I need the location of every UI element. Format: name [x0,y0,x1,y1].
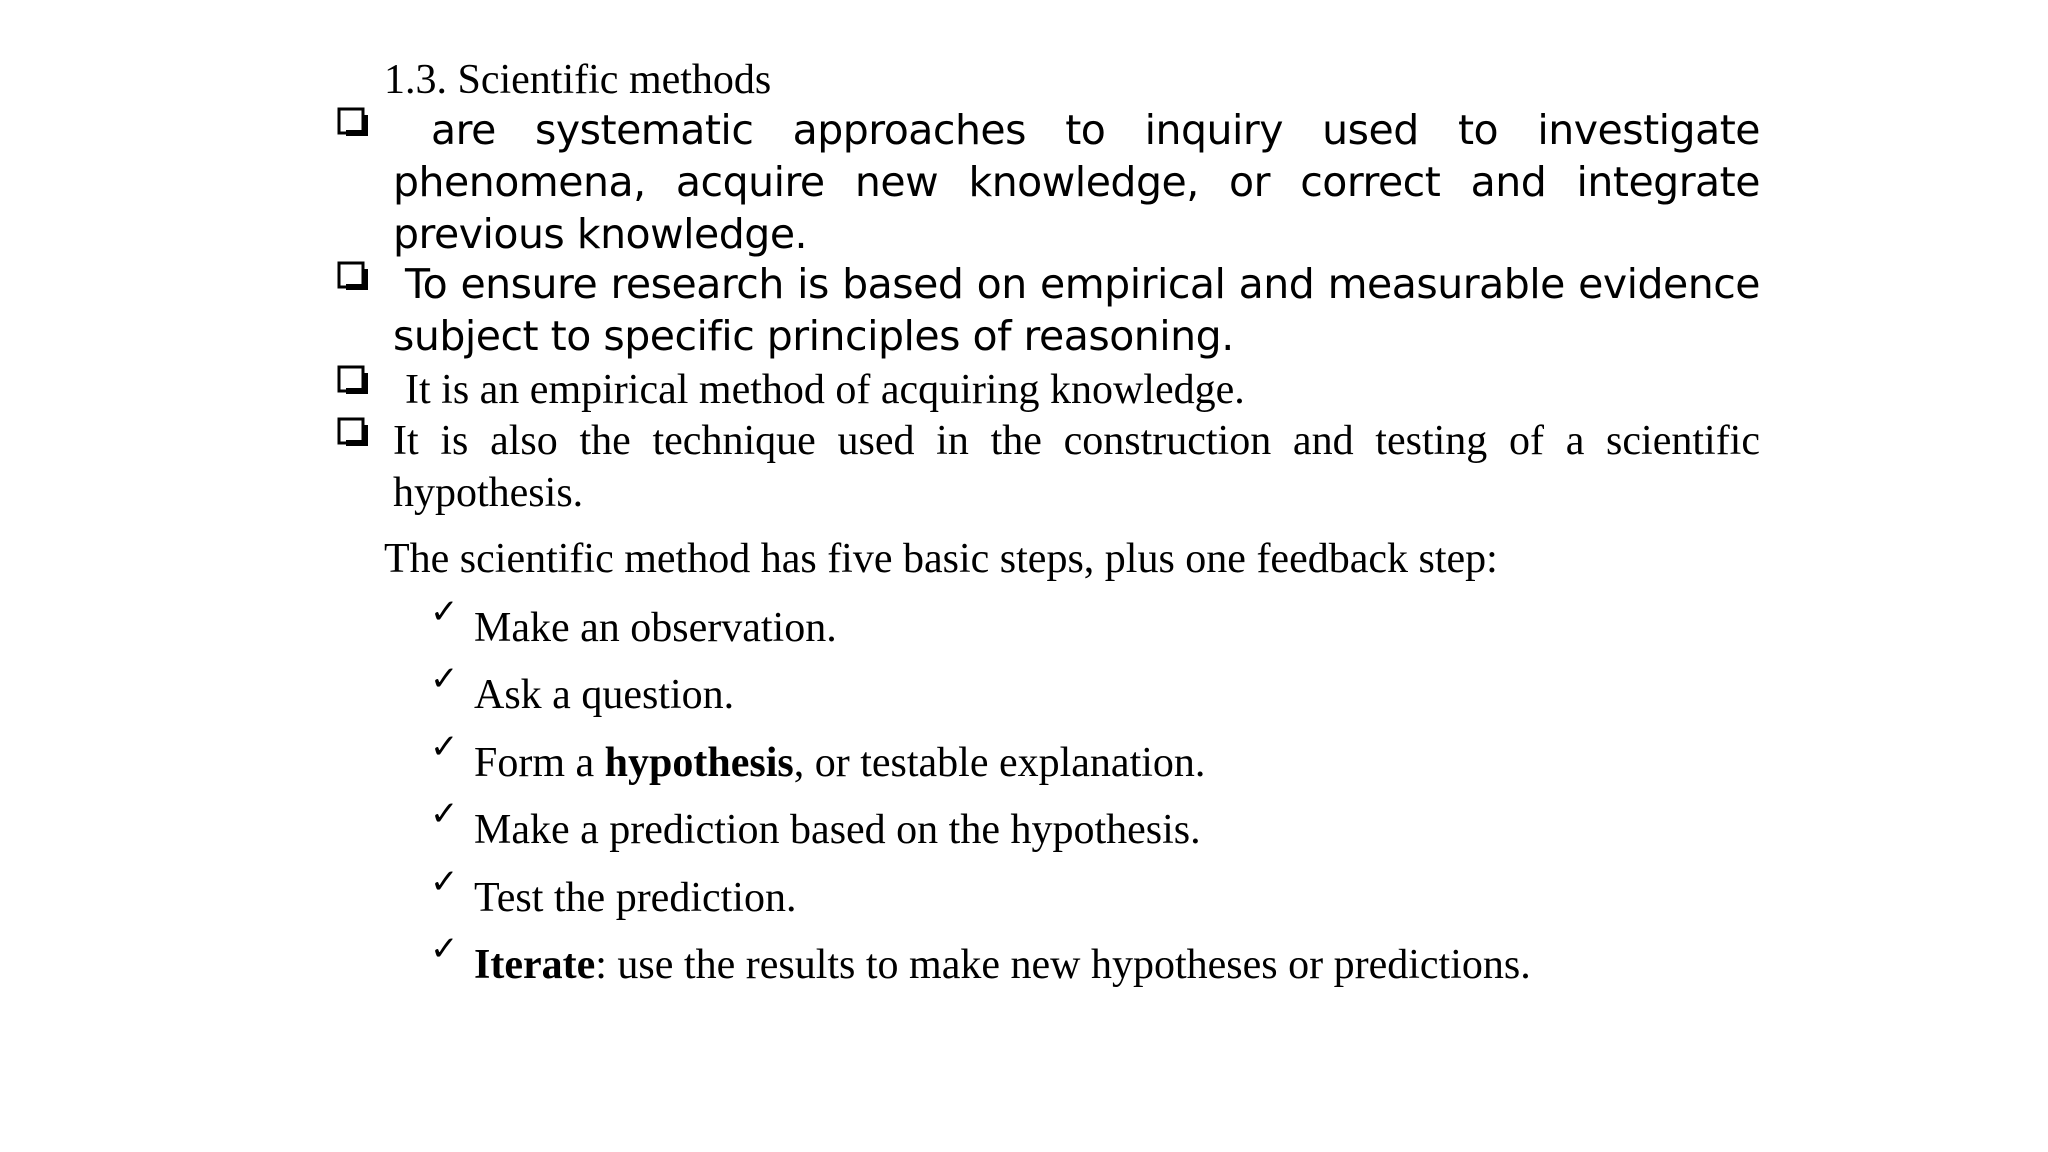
check-mark-icon: ✓ [430,794,459,834]
check-mark-icon: ✓ [430,659,459,699]
step-text: Make a prediction based on the hypothesis. [474,807,1201,853]
check-mark-icon: ✓ [430,929,459,969]
step-text-bold: Iterate [474,942,596,988]
step-item-4 [430,794,1830,854]
step-item-6 [430,929,1830,989]
bullet-2-line-1: To ensure research is based on empirical and measurable evidence [405,260,1760,308]
bullet-1-line-2: phenomena, acquire new knowledge, or correct and integrate [393,158,1760,206]
slide-title: 1.3. Scientific methods [384,57,772,103]
bullet-2-line-2: subject to specific principles of reasoning. [393,312,1234,360]
bullet-3-line-1: It is an empirical method of acquiring knowledge. [405,367,1245,413]
step-text: Test the prediction. [474,875,797,921]
steps-intro: The scientific method has five basic steps, plus one feedback step: [384,536,1498,582]
step-text: Make an observation. [474,605,837,651]
step-item-2 [430,659,1830,719]
check-mark-icon: ✓ [430,862,459,902]
bullet-paragraph-1 [393,104,1760,260]
hollow-square-bullet-icon [337,260,373,300]
hollow-square-bullet-icon [337,364,373,404]
check-mark-icon: ✓ [430,592,459,632]
bullet-paragraph-3 [393,364,1760,416]
step-text: Ask a question. [474,672,735,718]
step-text-post: : use the results to make new hypotheses or predictions. [595,942,1531,988]
step-text [474,939,1531,991]
bullet-paragraph-4 [393,415,1760,519]
bullet-1-line-3: previous knowledge. [393,210,808,258]
step-text-bold: hypothesis [604,740,794,786]
bullet-4-line-2: hypothesis. [393,470,584,516]
step-item-1 [430,592,1830,652]
bullet-paragraph-2 [393,258,1760,362]
bullet-4-line-1: It is also the technique used in the construction and testing of a scientific [393,418,1760,464]
step-item-5 [430,862,1830,922]
step-text-pre: Form a [474,740,605,786]
hollow-square-bullet-icon [337,106,373,146]
step-text-post: , or testable explanation. [793,740,1206,786]
bullet-1-line-1: are systematic approaches to inquiry used to investigate [431,106,1760,154]
step-text [474,737,1205,789]
step-item-3 [430,727,1830,787]
check-mark-icon: ✓ [430,727,459,767]
hollow-square-bullet-icon [337,416,373,456]
